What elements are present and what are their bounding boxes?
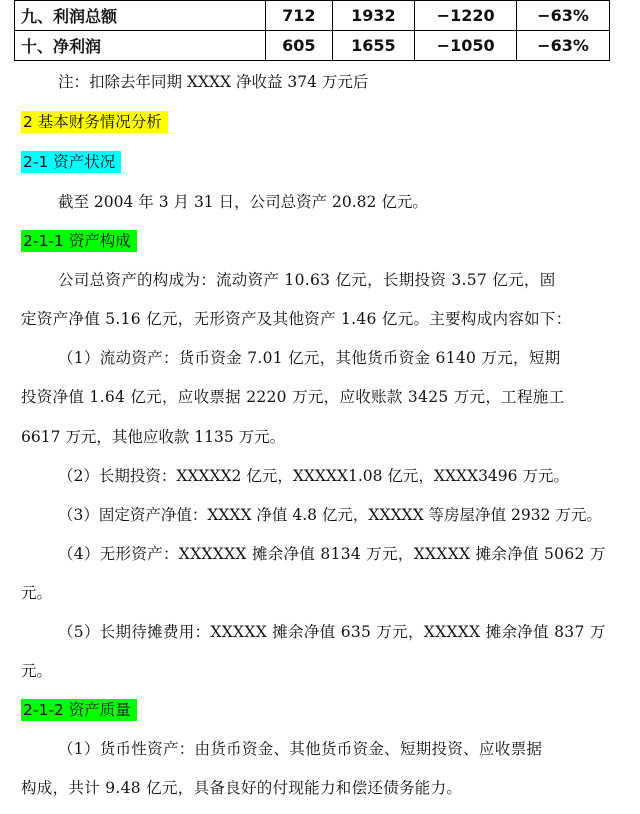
paragraph-line: 元。 (21, 584, 53, 602)
table-cell: 712 (266, 1, 333, 31)
paragraph-line: 6617 万元，其他应收款 1135 万元。 (21, 428, 286, 446)
table-cell: −63% (517, 31, 610, 61)
paragraph-line: 定资产净值 5.16 亿元，无形资产及其他资产 1.46 亿元。主要构成内容如下： (21, 310, 572, 328)
paragraph-line: 构成，共计 9.48 亿元，具备良好的付现能力和偿还债务能力。 (21, 779, 463, 797)
financial-table (14, 0, 610, 61)
table-row (15, 1, 610, 31)
table-cell: 1655 (332, 31, 415, 61)
heading-asset-quality: 2-1-2 资产质量 (21, 699, 137, 721)
paragraph-line: 元。 (21, 662, 53, 680)
table-cell: −1220 (415, 1, 517, 31)
paragraph-line: （1）货币性资产：由货币资金、其他货币资金、短期投资、应收票据 (58, 740, 543, 758)
heading-financial-analysis: 2 基本财务情况分析 (21, 111, 168, 133)
paragraph-line: 投资净值 1.64 亿元，应收票据 2220 万元，应收账款 3425 万元，工程施工 (21, 388, 565, 406)
paragraph-line: 公司总资产的构成为：流动资产 10.63 亿元，长期投资 3.57 亿元，固 (58, 271, 556, 289)
table-cell: 605 (266, 31, 333, 61)
row-label: 十、净利润 (15, 31, 266, 61)
table-note: 注：扣除去年同期 XXXX 净收益 374 万元后 (58, 73, 369, 91)
row-label: 九、利润总额 (15, 1, 266, 31)
paragraph-line: （2）长期投资：XXXXX2 亿元，XXXXX1.08 亿元，XXXX3496 万元。 (58, 467, 569, 485)
paragraph-line: （5）长期待摊费用：XXXXX 摊余净值 635 万元，XXXXX 摊余净值 837 万 (58, 623, 606, 641)
table-cell: 1932 (332, 1, 415, 31)
paragraph-total-assets: 截至 2004 年 3 月 31 日，公司总资产 20.82 亿元。 (58, 193, 428, 211)
table-cell: −63% (517, 1, 610, 31)
paragraph-line: （3）固定资产净值：XXXX 净值 4.8 亿元，XXXXX 等房屋净值 2932 万元。 (58, 506, 602, 524)
paragraph-line: （4）无形资产：XXXXXX 摊余净值 8134 万元，XXXXX 摊余净值 5062 万 (58, 545, 606, 563)
paragraph-line: （1）流动资产：货币资金 7.01 亿元，其他货币资金 6140 万元，短期 (58, 349, 561, 367)
table-row (15, 31, 610, 61)
heading-asset-status: 2-1 资产状况 (21, 151, 121, 173)
heading-asset-composition: 2-1-1 资产构成 (21, 230, 137, 252)
table-cell: −1050 (415, 31, 517, 61)
